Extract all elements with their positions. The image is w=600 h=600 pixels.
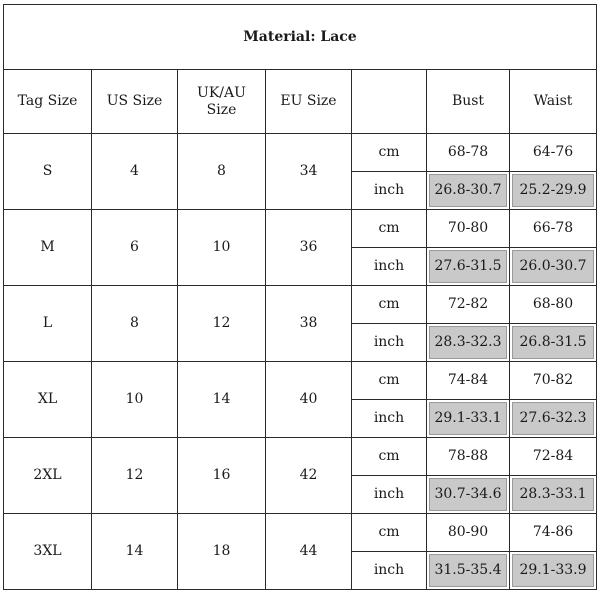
unit-cm-cell: cm: [352, 210, 427, 248]
us-size-cell: 4: [92, 134, 178, 210]
waist-inch-cell: [510, 552, 597, 590]
tag-size-cell: 3XL: [4, 514, 92, 590]
uk-au-size-cell: 16: [178, 438, 266, 514]
unit-inch-cell: inch: [352, 552, 427, 590]
eu-size-cell: 44: [266, 514, 352, 590]
waist-cm-cell: 66-78: [510, 210, 597, 248]
bust-cm-cell: 72-82: [427, 286, 510, 324]
us-size-cell: 10: [92, 362, 178, 438]
unit-inch-cell: inch: [352, 248, 427, 286]
bust-inch-cell-text: 30.7-34.6: [434, 486, 502, 503]
waist-cm-cell: 64-76: [510, 134, 597, 172]
unit-cm-cell: cm: [352, 286, 427, 324]
size-row-cm: [4, 438, 597, 476]
us-size-cell: 6: [92, 210, 178, 286]
tag-size-cell: S: [4, 134, 92, 210]
waist-inch-cell: [510, 476, 597, 514]
waist-cm-cell: 72-84: [510, 438, 597, 476]
uk-au-size-cell: 10: [178, 210, 266, 286]
size-chart-table: [3, 4, 597, 590]
waist-inch-cell-text: 28.3-33.1: [519, 486, 587, 503]
waist-inch-cell-text: 29.1-33.9: [519, 562, 587, 579]
size-row-cm: [4, 514, 597, 552]
unit-cm-cell: cm: [352, 438, 427, 476]
uk-au-size-cell: 14: [178, 362, 266, 438]
size-row-cm: [4, 362, 597, 400]
size-chart-frame: [3, 4, 596, 595]
header-uk-au-line2: Size: [206, 101, 237, 118]
waist-cm-cell: 68-80: [510, 286, 597, 324]
unit-inch-cell: inch: [352, 172, 427, 210]
waist-inch-cell: [510, 172, 597, 210]
eu-size-cell: 40: [266, 362, 352, 438]
waist-inch-cell: [510, 324, 597, 362]
waist-inch-cell: [510, 400, 597, 438]
uk-au-size-cell: 8: [178, 134, 266, 210]
waist-inch-cell-text: 25.2-29.9: [519, 182, 587, 199]
waist-inch-cell-text: 26.0-30.7: [519, 258, 587, 275]
title-row: [4, 5, 597, 70]
eu-size-cell: 42: [266, 438, 352, 514]
bust-cm-cell: 68-78: [427, 134, 510, 172]
bust-inch-cell-text: 27.6-31.5: [434, 258, 502, 275]
header-tag-size: Tag Size: [4, 70, 92, 134]
bust-inch-cell-text: 29.1-33.1: [434, 410, 502, 427]
size-row-cm: [4, 134, 597, 172]
bust-inch-cell-text: 26.8-30.7: [434, 182, 502, 199]
us-size-cell: 14: [92, 514, 178, 590]
bust-cm-cell: 70-80: [427, 210, 510, 248]
tag-size-cell: XL: [4, 362, 92, 438]
unit-cm-cell: cm: [352, 514, 427, 552]
bust-inch-cell: [427, 400, 510, 438]
eu-size-cell: 38: [266, 286, 352, 362]
waist-cm-cell: 74-86: [510, 514, 597, 552]
waist-inch-cell-text: 26.8-31.5: [519, 334, 587, 351]
bust-inch-cell: [427, 552, 510, 590]
size-row-cm: [4, 210, 597, 248]
bust-inch-cell: [427, 172, 510, 210]
bust-inch-cell-text: 28.3-32.3: [434, 334, 502, 351]
bust-inch-cell: [427, 248, 510, 286]
tag-size-cell: 2XL: [4, 438, 92, 514]
header-bust: Bust: [427, 70, 510, 134]
unit-inch-cell: inch: [352, 324, 427, 362]
unit-cm-cell: cm: [352, 362, 427, 400]
waist-cm-cell: 70-82: [510, 362, 597, 400]
header-waist: Waist: [510, 70, 597, 134]
tag-size-cell: M: [4, 210, 92, 286]
waist-inch-cell-text: 27.6-32.3: [519, 410, 587, 427]
waist-inch-cell: [510, 248, 597, 286]
size-row-cm: [4, 286, 597, 324]
header-uk-au-size: [178, 70, 266, 134]
unit-inch-cell: inch: [352, 476, 427, 514]
unit-cm-cell: cm: [352, 134, 427, 172]
eu-size-cell: 36: [266, 210, 352, 286]
header-row: [4, 70, 597, 134]
tag-size-cell: L: [4, 286, 92, 362]
bust-cm-cell: 74-84: [427, 362, 510, 400]
uk-au-size-cell: 12: [178, 286, 266, 362]
header-us-size: US Size: [92, 70, 178, 134]
bust-inch-cell-text: 31.5-35.4: [434, 562, 502, 579]
bust-cm-cell: 80-90: [427, 514, 510, 552]
bust-cm-cell: 78-88: [427, 438, 510, 476]
bust-inch-cell: [427, 476, 510, 514]
header-eu-size: EU Size: [266, 70, 352, 134]
bust-inch-cell: [427, 324, 510, 362]
unit-inch-cell: inch: [352, 400, 427, 438]
uk-au-size-cell: 18: [178, 514, 266, 590]
header-unit: [352, 70, 427, 134]
us-size-cell: 12: [92, 438, 178, 514]
header-uk-au-line1: UK/AU: [197, 84, 246, 101]
chart-title: Material: Lace: [4, 5, 597, 70]
us-size-cell: 8: [92, 286, 178, 362]
eu-size-cell: 34: [266, 134, 352, 210]
